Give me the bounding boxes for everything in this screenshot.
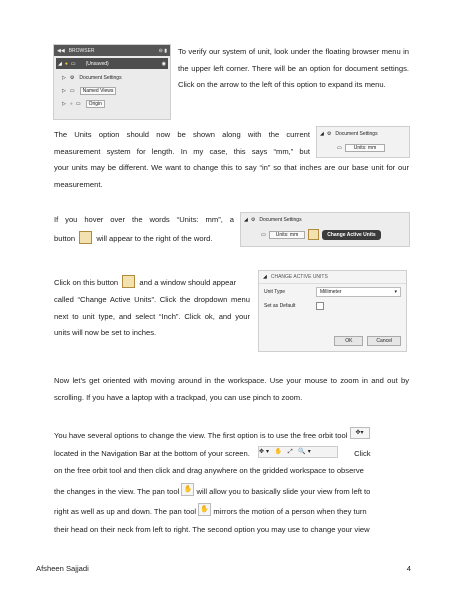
paragraph-click-rest: called “Change Active Units”. Click the dropdown menu next to unit type, and select “Inch”. Click ok, and your units will now be set to inches. [54, 295, 250, 337]
set-default-checkbox[interactable] [316, 302, 324, 310]
paragraph-hover-line2: button will appear to the right of the word. [54, 231, 244, 248]
document-icon: ▭ [337, 144, 342, 151]
document-icon: ▭ [261, 231, 266, 238]
footer-page-number: 4 [406, 564, 411, 573]
browser-root-row[interactable]: ◢ ● ▭ (Unsaved) ◉ [56, 58, 168, 69]
folder-icon: ▭ [75, 100, 81, 107]
paragraph-browser: To verify our system of unit, look under the floating browser menu in the upper left corner. There will be an option for document settings. Click on the arrow to the left of this option to expand its menu. [178, 47, 409, 89]
paragraph-units-line1: The Units option should now be shown along with the current [54, 130, 310, 139]
change-units-dialog: ◢ CHANGE ACTIVE UNITS Unit Type Millimeter ▾ Set as Default OK Cancel [258, 270, 407, 352]
navigation-bar-icon: ✥▾ ✋ ⤢ 🔍▾ [258, 446, 338, 458]
tooltip-change-active-units: Change Active Units [322, 230, 380, 240]
expand-arrow-icon[interactable]: ◢ [244, 217, 248, 223]
expand-arrow-icon[interactable]: ▷ [62, 74, 66, 81]
gear-icon: ⚙ [69, 74, 75, 81]
expand-arrow-icon[interactable]: ◢ [58, 60, 62, 67]
paragraph-view-line3: on the free orbit tool and then click and drag anywhere on the gridded workspace to observe [54, 466, 364, 475]
paragraph-units-line2: measurement system for length. In my case, this says “mm,” but [54, 147, 310, 156]
collapse-icon[interactable]: ◢ [263, 274, 267, 280]
paragraph-view-line4: the changes in the view. The pan tool ✋ will allow you to basically slide your view from left to [54, 484, 414, 501]
edit-units-button-icon [79, 231, 92, 244]
pan-tool-icon: ✋ [181, 483, 194, 496]
units-item[interactable]: Units: mm [345, 144, 386, 152]
paragraph-view-line5: right as well as up and down. The pan tool ✋ mirrors the motion of a person when they turn [54, 504, 414, 521]
change-units-button[interactable] [308, 229, 319, 240]
browser-item-document-settings[interactable]: ▷ ⚙ Document Settings [62, 74, 122, 81]
unit-type-dropdown[interactable]: Millimeter ▾ [316, 287, 401, 297]
ok-button[interactable]: OK [334, 336, 363, 346]
hover-screenshot: ◢ ⚙ Document Settings ▭ Units: mm Change Active Units [240, 212, 410, 247]
lightbulb-icon: ● [64, 60, 68, 67]
collapse-icon[interactable]: ◀◀ [57, 47, 65, 54]
lightbulb-icon: ● [69, 100, 73, 107]
paragraph-hover-line1: If you hover over the words “Units: mm”, a [54, 215, 234, 224]
footer-author: Afsheen Sajjadi [36, 564, 89, 573]
units-item[interactable]: Units: mm [269, 231, 306, 239]
expand-arrow-icon[interactable]: ▷ [62, 87, 66, 94]
expand-arrow-icon[interactable]: ◢ [320, 131, 324, 137]
paragraph-zoom: Now let’s get oriented with moving around in the workspace. Use your mouse to zoom in and out by scrolling. If you have a laptop with a trackpad, you can use pinch to zoom. [54, 376, 409, 402]
chevron-down-icon: ▾ [394, 289, 397, 295]
expand-arrow-icon[interactable]: ▷ [62, 100, 66, 107]
edit-units-button-icon [122, 275, 135, 288]
gear-icon: ⚙ [326, 131, 332, 137]
free-orbit-tool-icon: ✥▾ [350, 427, 370, 439]
pan-tool-icon: ✋ [198, 503, 211, 516]
paragraph-view-line1: You have several options to change the view. The first option is to use the free orbit tool ✥▾ [54, 428, 414, 445]
browser-header: ◀◀ BROWSER ⊖ ▮ [54, 45, 170, 56]
browser-item-origin[interactable]: ▷ ● ▭ Origin [54, 97, 170, 110]
paragraph-click-line1: Click on this button and a window should appear [54, 275, 254, 292]
document-icon: ▭ [70, 60, 76, 67]
folder-icon: ▭ [69, 87, 75, 94]
browser-panel-screenshot [53, 44, 171, 120]
radio-icon[interactable]: ◉ [161, 60, 166, 67]
paragraph-view-line2: located in the Navigation Bar at the bottom of your screen. ✥▾ ✋ ⤢ 🔍▾ Click [54, 446, 414, 463]
paragraph-units-rest: your units may be different. We want to change this to say “in” so that inches are our base unit for our measurement. [54, 163, 409, 189]
paragraph-view-line6: their head on their neck from left to right. The second option you may use to change your view [54, 525, 370, 534]
dialog-titlebar: ◢ CHANGE ACTIVE UNITS [259, 271, 406, 284]
units-screenshot: ◢ ⚙ Document Settings ▭ Units: mm [316, 126, 410, 158]
pin-icon[interactable]: ⊖ ▮ [158, 47, 167, 54]
cancel-button[interactable]: Cancel [367, 336, 401, 346]
browser-item-named-views[interactable]: ▷ ▭ Named Views [54, 84, 170, 97]
gear-icon: ⚙ [250, 217, 256, 223]
